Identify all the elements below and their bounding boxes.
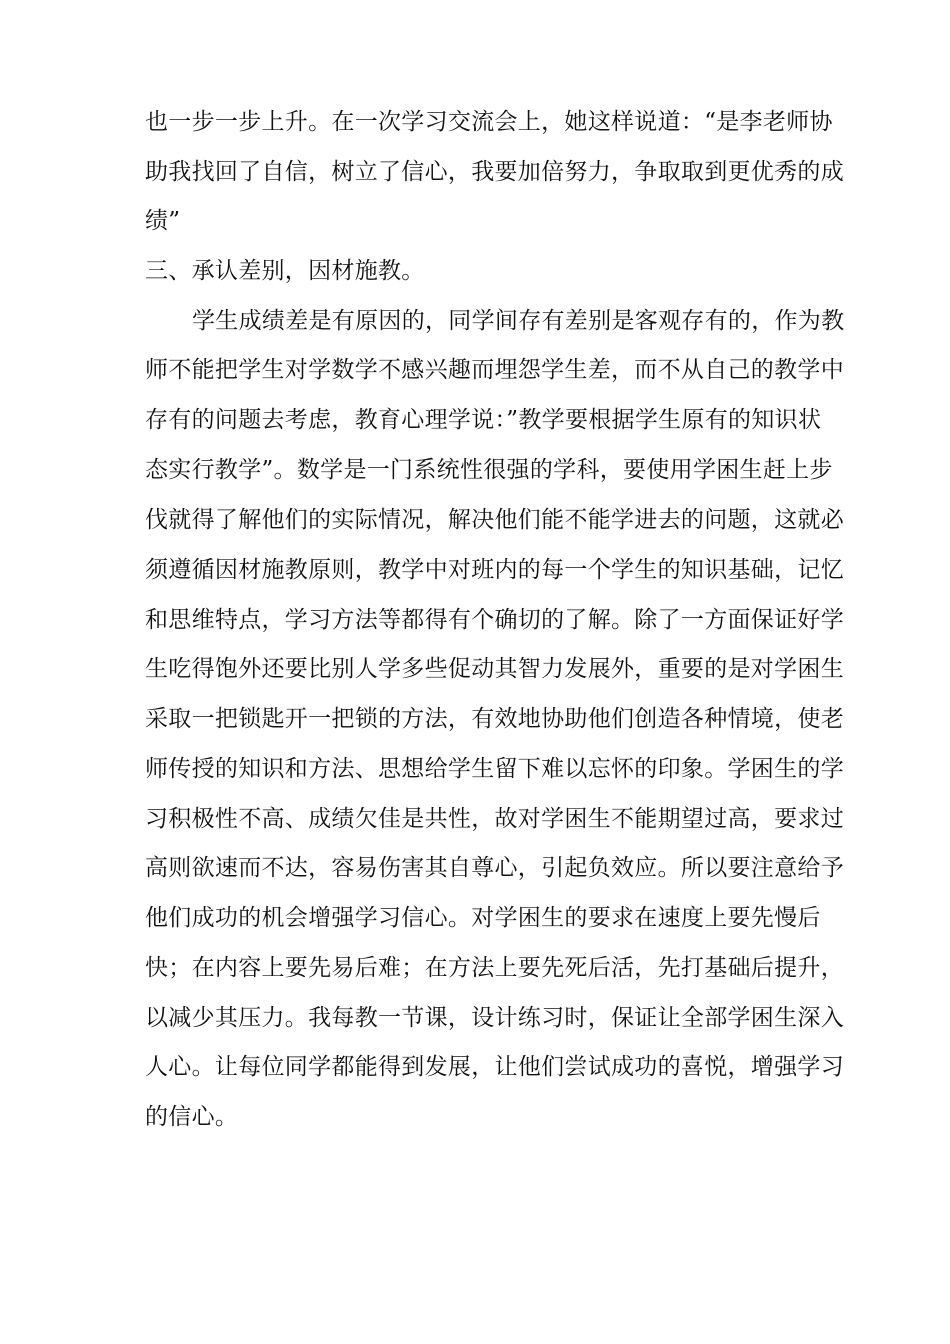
text-line: 师不能把学生对学数学不感兴趣而埋怨学生差，而不从自己的教学中 xyxy=(145,357,844,383)
text-line: 态实行教学”。数学是一门系统性很强的学科，要使用学困生赶上步 xyxy=(145,457,833,483)
text-line: 学生成绩差是有原因的，同学间存有差别是客观存有的，作为教 xyxy=(192,308,845,334)
text-line: 以减少其压力。我每教一节课，设计练习时，保证让全部学困生深入 xyxy=(145,1005,844,1031)
text-line: 的信心。 xyxy=(145,1104,239,1130)
text-line: 和思维特点，学习方法等都得有个确切的了解。除了一方面保证好学 xyxy=(145,607,844,633)
text-line: 采取一把锁匙开一把锁的方法，有效地协助他们创造各种情境，使老 xyxy=(145,706,844,732)
text-line: 快；在内容上要先易后难；在方法上要先死后活，先打基础后提升， xyxy=(145,955,844,981)
text-line: 人心。让每位同学都能得到发展，让他们尝试成功的喜悦，增强学习 xyxy=(145,1054,844,1080)
text-line: 须遵循因材施教原则，教学中对班内的每一个学生的知识基础，记忆 xyxy=(145,557,844,583)
text-line: 师传授的知识和方法、思想给学生留下难以忘怀的印象。学困生的学 xyxy=(145,756,844,782)
section-heading: 三、承认差别，因材施教。 xyxy=(145,258,425,284)
text-line: 也一步一步上升。在一次学习交流会上，她这样说道：“是李老师协 xyxy=(145,109,833,135)
text-line: 高则欲速而不达，容易伤害其自尊心，引起负效应。所以要注意给予 xyxy=(145,855,844,881)
text-line: 绩” xyxy=(145,208,181,234)
text-line: 助我找回了自信，树立了信心，我要加倍努力，争取取到更优秀的成 xyxy=(145,159,844,185)
text-line: 存有的问题去考虑，教育心理学说：”教学要根据学生原有的知识状 xyxy=(145,407,822,433)
text-line: 伐就得了解他们的实际情况，解决他们能不能学进去的问题，这就必 xyxy=(145,507,844,533)
text-line: 习积极性不高、成绩欠佳是共性，故对学困生不能期望过高，要求过 xyxy=(145,806,844,832)
text-line: 生吃得饱外还要比别人学多些促动其智力发展外，重要的是对学困生 xyxy=(145,656,844,682)
text-line: 他们成功的机会增强学习信心。对学困生的要求在速度上要先慢后 xyxy=(145,905,821,931)
